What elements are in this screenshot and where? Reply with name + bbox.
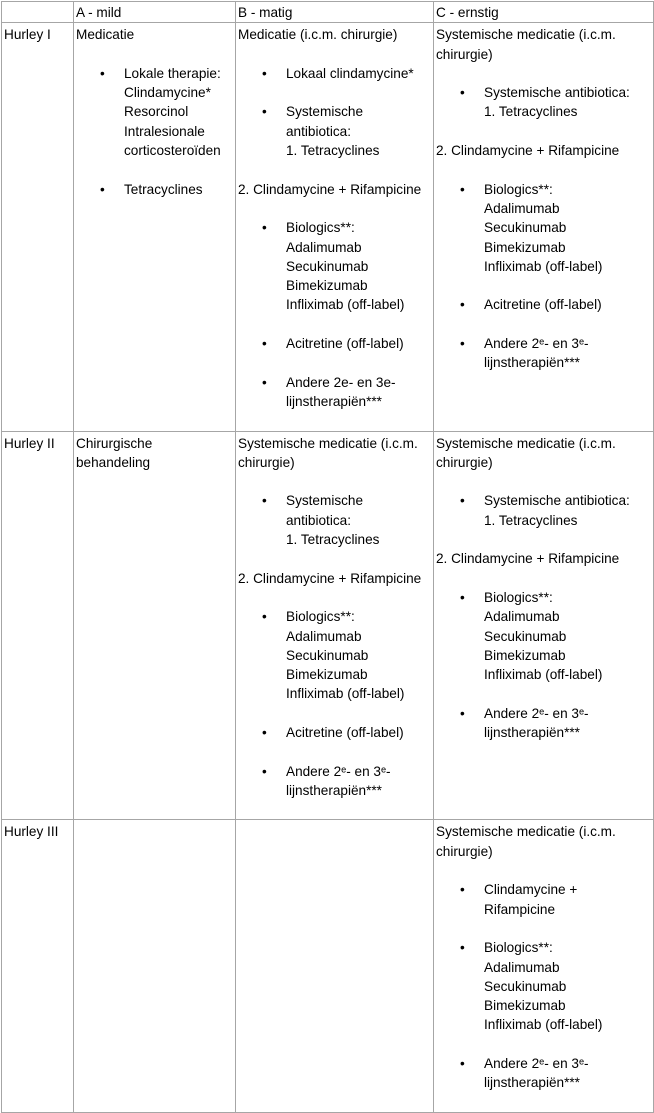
row-label: Hurley I	[2, 23, 74, 431]
list-item	[238, 218, 432, 314]
bullet-list	[436, 491, 652, 530]
list-item	[238, 723, 432, 742]
table-row-hurley-2	[2, 431, 654, 820]
cell-text: Chirurgische	[76, 435, 153, 451]
list-item	[238, 491, 432, 549]
line: Adalimumab	[484, 959, 560, 975]
line: Secukinumab	[286, 258, 369, 274]
list-item	[238, 607, 432, 703]
line: lijnstherapiën***	[484, 355, 580, 371]
header-cell-matig: B - matig	[236, 2, 434, 23]
cell-r3-ernstig	[434, 820, 654, 1112]
line: Secukinumab	[484, 628, 567, 644]
line: • Acitretine (off-label)	[286, 336, 404, 352]
line: • Andere 2ᵉ- en 3ᵉ-	[484, 336, 589, 352]
line: Infliximab (off-label)	[286, 297, 405, 313]
line: Resorcinol	[124, 104, 189, 120]
list-item	[76, 64, 234, 160]
list-item	[436, 938, 652, 1034]
line: Adalimumab	[484, 609, 560, 625]
line: 1. Tetracyclines	[286, 143, 380, 159]
line: lijnstherapiën***	[484, 1075, 580, 1091]
line: 1. Tetracyclines	[484, 104, 578, 120]
cell-title: chirurgie)	[436, 843, 493, 859]
line: 1. Tetracyclines	[484, 512, 578, 528]
line: • Biologics**:	[484, 589, 553, 605]
list-item	[238, 373, 432, 412]
line: • Andere 2e- en 3e-	[286, 374, 396, 390]
line: Secukinumab	[286, 647, 369, 663]
list-item	[436, 334, 652, 373]
line: • Andere 2ᵉ- en 3ᵉ-	[484, 705, 589, 721]
cell-title: Systemische medicatie (i.c.m.	[436, 435, 616, 451]
line: lijnstherapiën***	[484, 724, 580, 740]
cell-title: chirurgie)	[238, 454, 295, 470]
cell-title: chirurgie)	[436, 46, 493, 62]
line: Secukinumab	[484, 220, 567, 236]
row-label: Hurley II	[2, 431, 74, 820]
bullet-list	[238, 218, 432, 411]
list-item	[436, 588, 652, 684]
list-item	[238, 334, 432, 353]
cell-r1-ernstig	[434, 23, 654, 431]
line: • Acitretine (off-label)	[484, 297, 602, 313]
numbered-item: 2. Clindamycine + Rifampicine	[238, 181, 422, 197]
list-item	[436, 1054, 652, 1093]
line: • Andere 2ᵉ- en 3ᵉ-	[484, 1056, 589, 1072]
line: Infliximab (off-label)	[484, 667, 603, 683]
bullet-list	[436, 880, 652, 1092]
line: • Lokaal clindamycine*	[286, 65, 414, 81]
cell-r3-mild	[74, 820, 236, 1112]
treatment-table	[1, 1, 654, 1113]
line: Bimekizumab	[484, 647, 566, 663]
numbered-item: 2. Clindamycine + Rifampicine	[238, 570, 422, 586]
line: corticosteroïden	[124, 143, 221, 159]
line: • Tetracyclines	[124, 181, 203, 197]
line: • Biologics**:	[286, 220, 355, 236]
list-item	[238, 762, 432, 801]
numbered-item: 2. Clindamycine + Rifampicine	[436, 143, 620, 159]
cell-title: chirurgie)	[436, 454, 493, 470]
line: Secukinumab	[484, 978, 567, 994]
line: Bimekizumab	[286, 667, 368, 683]
line: • Andere 2ᵉ- en 3ᵉ-	[286, 763, 391, 779]
line: Rifampicine	[484, 901, 556, 917]
line: antibiotica:	[286, 512, 351, 528]
line: Adalimumab	[286, 239, 362, 255]
header-cell-ernstig: C - ernstig	[434, 2, 654, 23]
line: • Clindamycine +	[484, 882, 578, 898]
table-row-hurley-1	[2, 23, 654, 431]
line: Clindamycine*	[124, 85, 211, 101]
list-item	[238, 64, 432, 83]
numbered-item: 2. Clindamycine + Rifampicine	[436, 551, 620, 567]
row-label: Hurley III	[2, 820, 74, 1112]
line: Bimekizumab	[484, 239, 566, 255]
list-item	[436, 491, 652, 530]
line: • Biologics**:	[484, 181, 553, 197]
bullet-list	[238, 64, 432, 160]
line: Intralesionale	[124, 123, 205, 139]
header-row	[2, 2, 654, 23]
line: • Systemische	[286, 493, 364, 509]
header-cell-mild: A - mild	[74, 2, 236, 23]
line: • Biologics**:	[286, 609, 355, 625]
cell-title: Medicatie	[76, 27, 135, 43]
bullet-list	[436, 83, 652, 122]
header-cell-empty	[2, 2, 74, 23]
line: lijnstherapiën***	[286, 393, 382, 409]
list-item	[238, 102, 432, 160]
cell-r2-mild	[74, 431, 236, 820]
table-row-hurley-3	[2, 820, 654, 1112]
line: • Systemische antibiotica:	[484, 493, 630, 509]
line: Adalimumab	[484, 200, 560, 216]
bullet-list	[436, 588, 652, 742]
line: lijnstherapiën***	[286, 782, 382, 798]
bullet-list	[238, 491, 432, 549]
list-item	[436, 83, 652, 122]
line: Infliximab (off-label)	[286, 686, 405, 702]
cell-text: behandeling	[76, 454, 151, 470]
line: Bimekizumab	[484, 998, 566, 1014]
list-item	[76, 180, 234, 199]
line: Infliximab (off-label)	[484, 1017, 603, 1033]
line: 1. Tetracyclines	[286, 532, 380, 548]
bullet-list	[238, 607, 432, 800]
bullet-list	[436, 180, 652, 373]
cell-title: Systemische medicatie (i.c.m.	[238, 435, 418, 451]
cell-r3-matig	[236, 820, 434, 1112]
cell-r1-mild	[74, 23, 236, 431]
line: antibiotica:	[286, 123, 351, 139]
cell-title: Medicatie (i.c.m. chirurgie)	[238, 27, 398, 43]
list-item	[436, 180, 652, 276]
line: • Acitretine (off-label)	[286, 724, 404, 740]
line: • Systemische antibiotica:	[484, 85, 630, 101]
list-item	[436, 295, 652, 314]
cell-title: Systemische medicatie (i.c.m.	[436, 824, 616, 840]
line: • Biologics**:	[484, 940, 553, 956]
cell-r2-matig	[236, 431, 434, 820]
line: Bimekizumab	[286, 278, 368, 294]
line: • Systemische	[286, 104, 364, 120]
line: • Lokale therapie:	[124, 65, 221, 81]
cell-title: Systemische medicatie (i.c.m.	[436, 27, 616, 43]
cell-r2-ernstig	[434, 431, 654, 820]
list-item	[436, 880, 652, 919]
list-item	[436, 704, 652, 743]
bullet-list	[76, 64, 234, 199]
line: Adalimumab	[286, 628, 362, 644]
line: Infliximab (off-label)	[484, 258, 603, 274]
cell-r1-matig	[236, 23, 434, 431]
